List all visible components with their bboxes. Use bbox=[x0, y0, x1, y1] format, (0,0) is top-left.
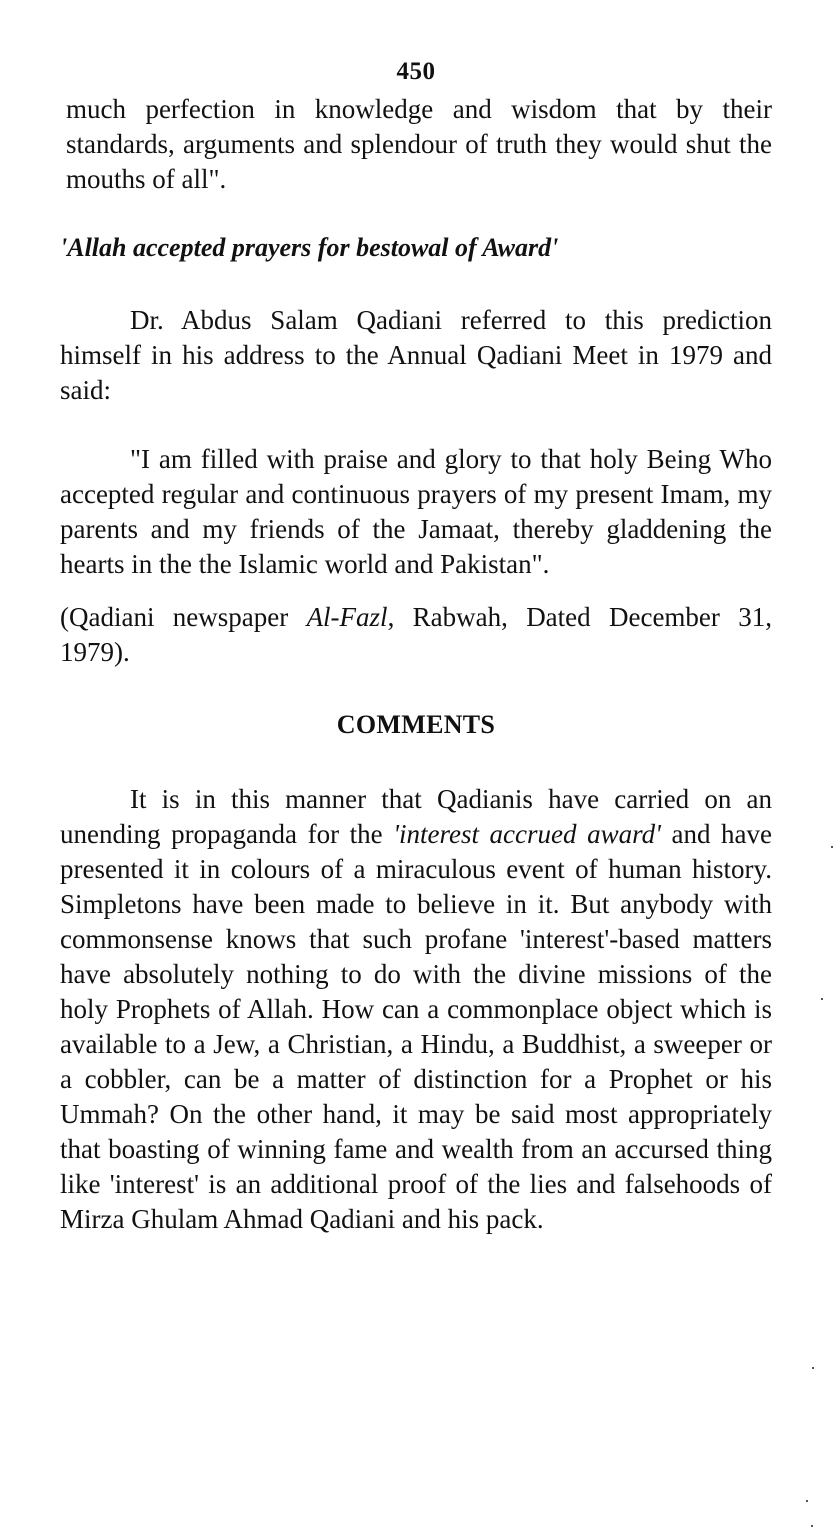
page-number: 450 bbox=[396, 58, 436, 85]
newspaper-title: Al-Fazl bbox=[306, 602, 388, 632]
comments-text-start: It is in this manner that Qadianis have carried on an unending propaganda for the bbox=[60, 784, 772, 849]
section-subheading: 'Allah accepted prayers for bestowal of Award' bbox=[60, 233, 559, 262]
book-page bbox=[60, 52, 772, 1237]
scan-speck bbox=[821, 998, 823, 1000]
comments-heading: COMMENTS bbox=[336, 710, 496, 739]
scan-speck bbox=[806, 1500, 808, 1502]
scan-speck bbox=[812, 1367, 814, 1369]
scan-speck bbox=[831, 846, 833, 848]
intro-paragraph: Dr. Abdus Salam Qadiani referred to this prediction himself in his address to the Annual Qadiani Meet in 1979 and said: bbox=[60, 305, 772, 405]
comments-paragraph bbox=[60, 782, 772, 1237]
opening-paragraph: much perfection in knowledge and wisdom that by their standards, arguments and splendour of truth they would shut the mouths of all". bbox=[66, 94, 772, 194]
citation-suffix: , Rabwah, Dated December 31, 1979). bbox=[60, 602, 772, 667]
citation-paragraph bbox=[60, 600, 772, 670]
citation-prefix: (Qadiani newspaper bbox=[60, 602, 307, 632]
quote-paragraph: "I am filled with praise and glory to that holy Being Who accepted regular and continuous prayers of my present Imam, my parents and my friends of the Jamaat, thereby gladdening the hearts in the the Islamic world and Pakistan". bbox=[60, 444, 772, 579]
scan-speck bbox=[811, 1525, 813, 1527]
comments-text-end: and have presented it in colours of a miraculous event of human history. Simpletons have been made to believe in it. But anybody with commonsense knows that such profane 'interest'-based matters have absolutely nothing to do with the divine missions of the holy Prophets of Allah. How can a commonplace object which is available to a Jew, a Christian, a Hindu, a Buddhist, a sweeper or a cobbler, can be a matter of distinction for a Prophet or his Ummah? On the other hand, it may be said most appropriately that boasting of winning fame and wealth from an accursed thing like 'interest' is an additional proof of the lies and falsehoods of Mirza Ghulam Ahmad Qadiani and his pack. bbox=[60, 819, 772, 1234]
comments-italic-phrase: 'interest accrued award' bbox=[393, 819, 661, 849]
